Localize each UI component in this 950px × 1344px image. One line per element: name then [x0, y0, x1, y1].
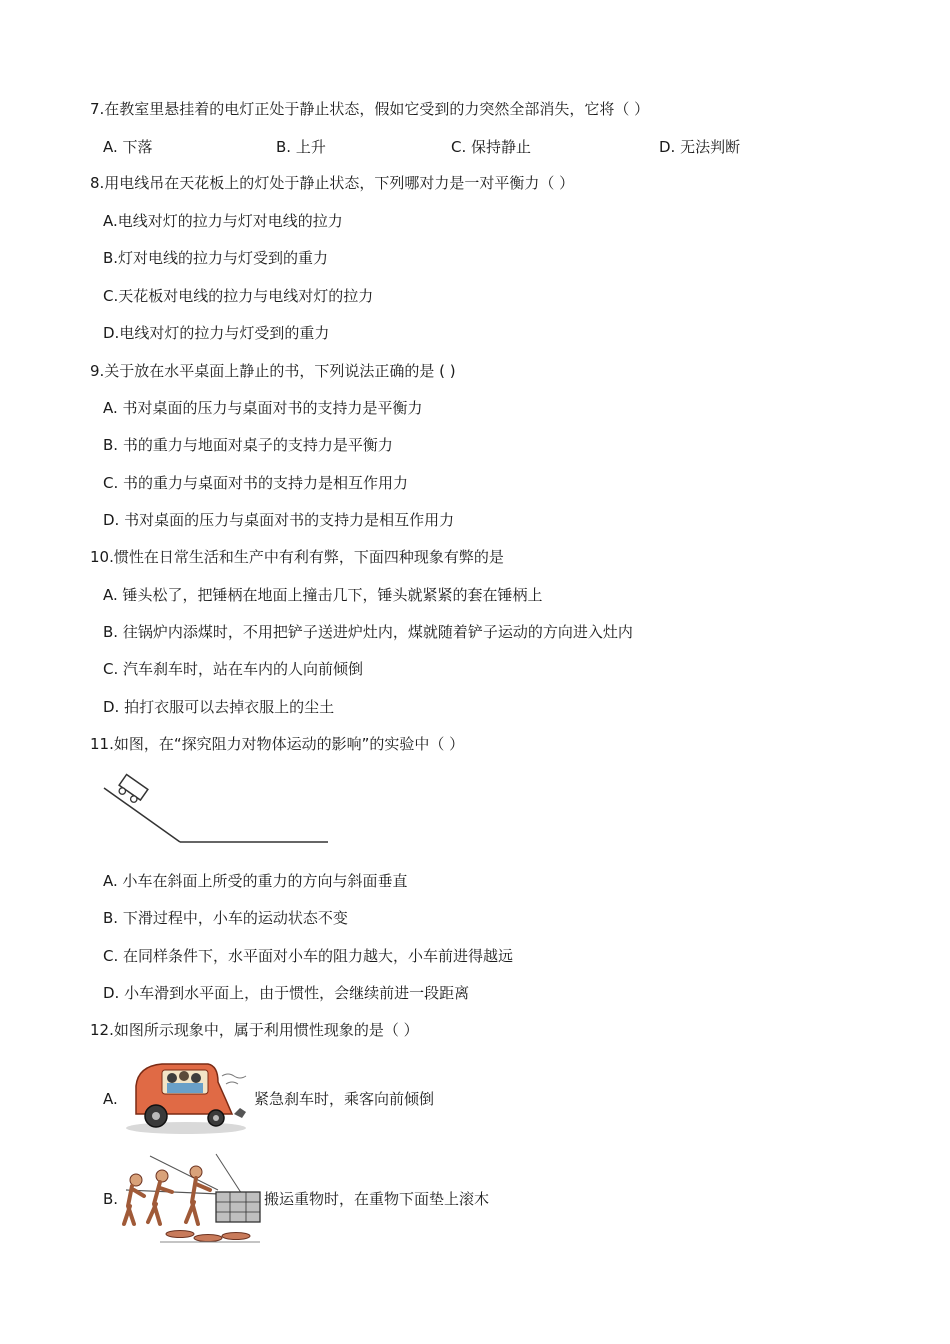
question-8-option-c: C.天花板对电线的拉力与电线对灯的拉力	[103, 287, 374, 305]
question-8-stem: 8.用电线吊在天花板上的灯处于静止状态，下列哪对力是一对平衡力（ ）	[90, 174, 575, 192]
question-11-stem: 11.如图，在“探究阻力对物体运动的影响”的实验中（ ）	[90, 735, 465, 753]
question-12-option-b-letter: B.	[103, 1190, 119, 1208]
question-9-stem: 9.关于放在水平桌面上静止的书，下列说法正确的是 ( )	[90, 362, 456, 380]
question-9-option-c: C. 书的重力与桌面对书的支持力是相互作用力	[103, 474, 409, 492]
question-10-option-b: B. 往锅炉内添煤时，不用把铲子送进炉灶内，煤就随着铲子运动的方向进入灶内	[103, 623, 633, 641]
question-12-stem: 12.如图所示现象中，属于利用惯性现象的是（ ）	[90, 1021, 419, 1039]
question-9-option-a: A. 书对桌面的压力与桌面对书的支持力是平衡力	[103, 399, 423, 417]
question-7-option-d: D. 无法判断	[659, 138, 741, 156]
question-10-option-d: D. 拍打衣服可以去掉衣服上的尘土	[103, 698, 335, 716]
incline-cart-figure	[100, 772, 332, 852]
question-12-option-b-text: 搬运重物时，在重物下面垫上滚木	[264, 1190, 490, 1208]
question-11-option-d: D. 小车滑到水平面上，由于惯性，会继续前进一段距离	[103, 984, 470, 1002]
question-12-option-a-text: 紧急刹车时，乘客向前倾倒	[254, 1090, 435, 1108]
question-7-option-b: B. 上升	[276, 138, 326, 156]
question-8-option-a: A.电线对灯的拉力与灯对电线的拉力	[103, 212, 343, 230]
question-10-option-c: C. 汽车刹车时，站在车内的人向前倾倒	[103, 660, 364, 678]
question-7-option-a: A. 下落	[103, 138, 153, 156]
question-7-option-c: C. 保持静止	[451, 138, 532, 156]
question-11-option-a: A. 小车在斜面上所受的重力的方向与斜面垂直	[103, 872, 408, 890]
question-9-option-b: B. 书的重力与地面对桌子的支持力是平衡力	[103, 436, 393, 454]
question-12-option-a-letter: A.	[103, 1090, 118, 1108]
question-8-option-d: D.电线对灯的拉力与灯受到的重力	[103, 324, 330, 342]
workers-moving-heavy-load-illustration	[120, 1150, 264, 1246]
question-11-option-b: B. 下滑过程中，小车的运动状态不变	[103, 909, 348, 927]
question-9-option-d: D. 书对桌面的压力与桌面对书的支持力是相互作用力	[103, 511, 455, 529]
question-8-option-b: B.灯对电线的拉力与灯受到的重力	[103, 249, 329, 267]
question-10-stem: 10.惯性在日常生活和生产中有利有弊，下面四种现象有弊的是	[90, 548, 504, 566]
emergency-braking-car-illustration	[122, 1056, 254, 1136]
question-7-stem: 7.在教室里悬挂着的电灯正处于静止状态，假如它受到的力突然全部消失，它将（ ）	[90, 100, 650, 118]
question-10-option-a: A. 锤头松了，把锤柄在地面上撞击几下，锤头就紧紧的套在锤柄上	[103, 586, 543, 604]
question-11-option-c: C. 在同样条件下，水平面对小车的阻力越大，小车前进得越远	[103, 947, 514, 965]
